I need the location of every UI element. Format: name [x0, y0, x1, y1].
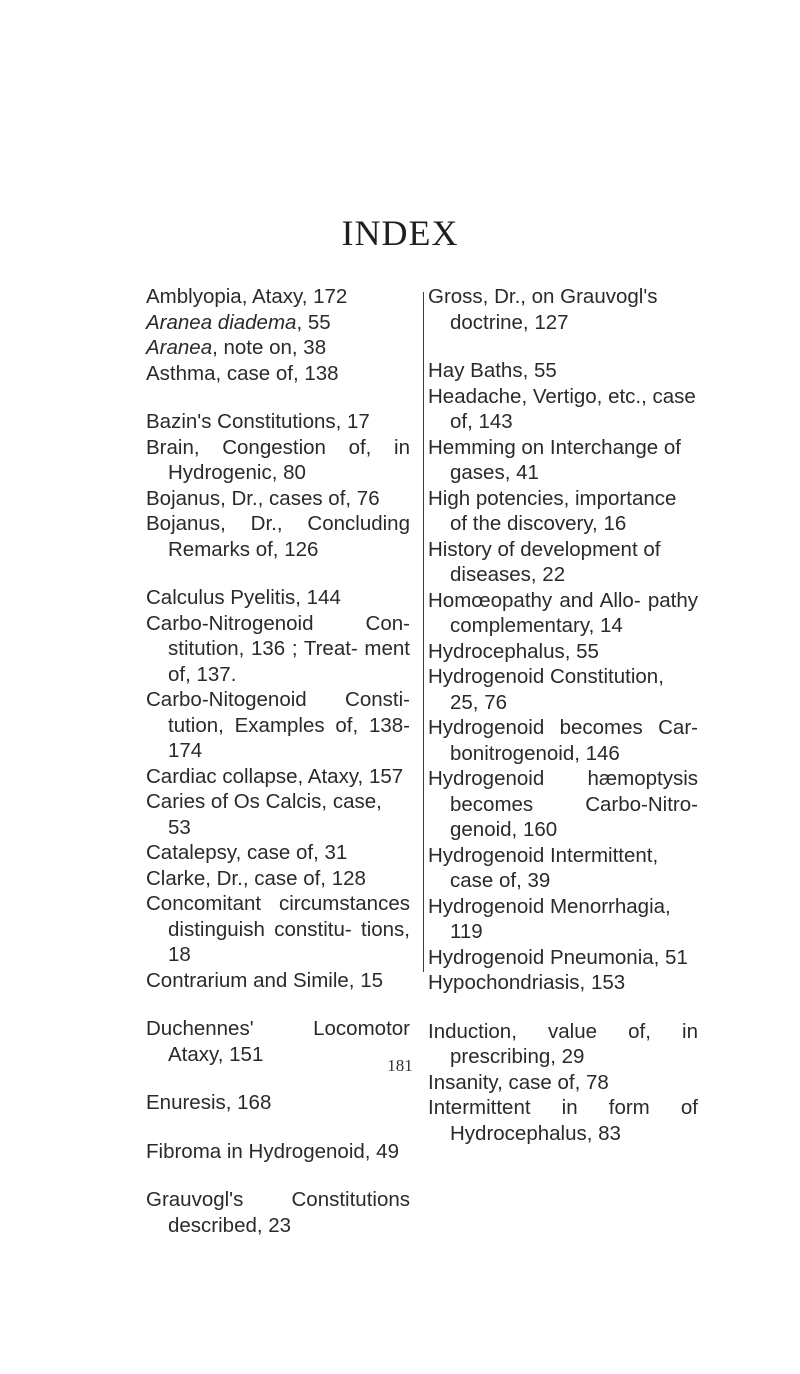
index-entry-text: Asthma, case of, 138 [146, 361, 339, 385]
index-entry [428, 945, 698, 971]
index-entry-text: Hydrogenoid Menorrhagia, 119 [428, 894, 671, 943]
index-entry-text: Carbo-Nitogenoid Consti- tution, Examples of, 138-174 [146, 688, 410, 762]
index-entry [428, 894, 698, 945]
index-letter-group [428, 358, 698, 996]
index-entry-text: Amblyopia, Ataxy, 172 [146, 285, 348, 308]
index-entry-text: Hydrocephalus, 55 [428, 639, 599, 663]
index-letter-group [428, 284, 698, 335]
index-entry-text: Hypochondriasis, 153 [428, 971, 626, 994]
index-column-left [146, 284, 410, 1261]
index-entry [146, 1139, 410, 1165]
index-entry [428, 384, 698, 435]
index-entry-text: Hydrogenoid Pneumonia, 51 [428, 945, 688, 969]
index-entry-text: Homœopathy and Allo- pathy complementary, 14 [428, 588, 698, 637]
index-entry-text: Contrarium and Simile, 15 [146, 968, 383, 992]
index-entry-text: Bazin's Constitutions, 17 [146, 410, 370, 433]
page-title: INDEX [341, 213, 459, 253]
index-entry [428, 715, 698, 766]
index-entry-text: Bojanus, Dr., Concluding Remarks of, 126 [146, 512, 410, 561]
index-entry [146, 409, 410, 435]
column-divider [423, 292, 424, 972]
index-entry-text: Carbo-Nitrogenoid Con- stitution, 136 ; Treat- ment of, 137. [146, 611, 410, 686]
index-entry [428, 537, 698, 588]
index-entry-text: Hemming on Interchange of gases, 41 [428, 435, 681, 484]
index-entry [146, 968, 410, 994]
index-entry-text: High potencies, importance of the discovery, 16 [428, 486, 677, 535]
index-entry [146, 511, 410, 562]
index-entry [428, 1095, 698, 1146]
index-entry-text: Calculus Pyelitis, 144 [146, 586, 341, 609]
index-entry [146, 789, 410, 840]
index-entry [146, 611, 410, 688]
index-entry [146, 1090, 410, 1116]
index-entry [428, 639, 698, 665]
index-entry-text: Duchennes' Locomotor Ataxy, 151 [146, 1017, 410, 1066]
index-letter-group [146, 1090, 410, 1116]
index-entry [428, 435, 698, 486]
index-entry [146, 284, 410, 310]
index-entry [146, 486, 410, 512]
index-entry [146, 585, 410, 611]
index-entry-text: , note on, 38 [212, 336, 327, 359]
index-entry [146, 335, 410, 361]
page-number: 181 [387, 1056, 413, 1075]
index-letter-group [146, 1187, 410, 1238]
index-entry [428, 486, 698, 537]
index-entry [146, 764, 410, 790]
index-entry-text: Induction, value of, in prescribing, 29 [428, 1019, 698, 1068]
index-entry [428, 358, 698, 384]
index-entry [146, 435, 410, 486]
index-entry-text: , 55 [296, 310, 331, 334]
index-entry [146, 687, 410, 764]
index-entry-text: Fibroma in Hydrogenoid, 49 [146, 1139, 399, 1163]
index-entry [428, 766, 698, 843]
index-entry-italic-text: Aranea [146, 336, 213, 359]
index-entry-text: Grauvogl's Constitutions described, 23 [146, 1188, 410, 1237]
index-letter-group [146, 409, 410, 562]
index-entry-text: Cardiac collapse, Ataxy, 157 [146, 764, 404, 788]
index-entry [146, 840, 410, 866]
index-entry-text: Intermittent in form of Hydrocephalus, 83 [428, 1096, 698, 1145]
index-entry-text: Gross, Dr., on Grauvogl's doctrine, 127 [428, 285, 658, 334]
index-entry-text: Hydrogenoid Intermittent, case of, 39 [428, 843, 659, 892]
index-entry-text: Caries of Os Calcis, case, 53 [146, 790, 382, 839]
index-letter-group [428, 1019, 698, 1147]
index-letter-group [146, 585, 410, 993]
index-entry-text: Bojanus, Dr., cases of, 76 [146, 486, 380, 510]
index-entry-text: Concomitant circumstances distinguish constitu- tions, 18 [146, 892, 410, 966]
index-entry [428, 970, 698, 996]
index-letter-group [146, 1139, 410, 1165]
index-entry [428, 843, 698, 894]
index-entry-text: Insanity, case of, 78 [428, 1070, 609, 1094]
index-entry-text: Brain, Congestion of, in Hydrogenic, 80 [146, 435, 410, 484]
index-entry [428, 588, 698, 639]
index-entry-italic-text: Aranea diadema [146, 310, 297, 334]
index-entry-text: Hydrogenoid hæmoptysis becomes Carbo-Nitro- genoid, 160 [428, 767, 698, 841]
index-entry [146, 866, 410, 892]
index-entry [428, 284, 698, 335]
index-entry-text: Hydrogenoid becomes Car- bonitrogenoid, 146 [428, 716, 698, 765]
index-column-right [428, 284, 698, 1169]
index-entry [146, 361, 410, 387]
index-entry-text: Enuresis, 168 [146, 1091, 272, 1114]
index-entry-text: Hay Baths, 55 [428, 359, 557, 382]
index-entry-text: Hydrogenoid Constitution, 25, 76 [428, 665, 664, 714]
index-entry-text: Headache, Vertigo, etc., case of, 143 [428, 384, 696, 433]
index-entry-text: Clarke, Dr., case of, 128 [146, 866, 366, 890]
index-entry-text: Catalepsy, case of, 31 [146, 841, 348, 864]
index-entry-text: History of development of diseases, 22 [428, 537, 661, 586]
index-entry [146, 891, 410, 968]
index-entry [428, 664, 698, 715]
index-letter-group [146, 284, 410, 386]
index-entry [146, 1187, 410, 1238]
index-entry [146, 310, 410, 336]
